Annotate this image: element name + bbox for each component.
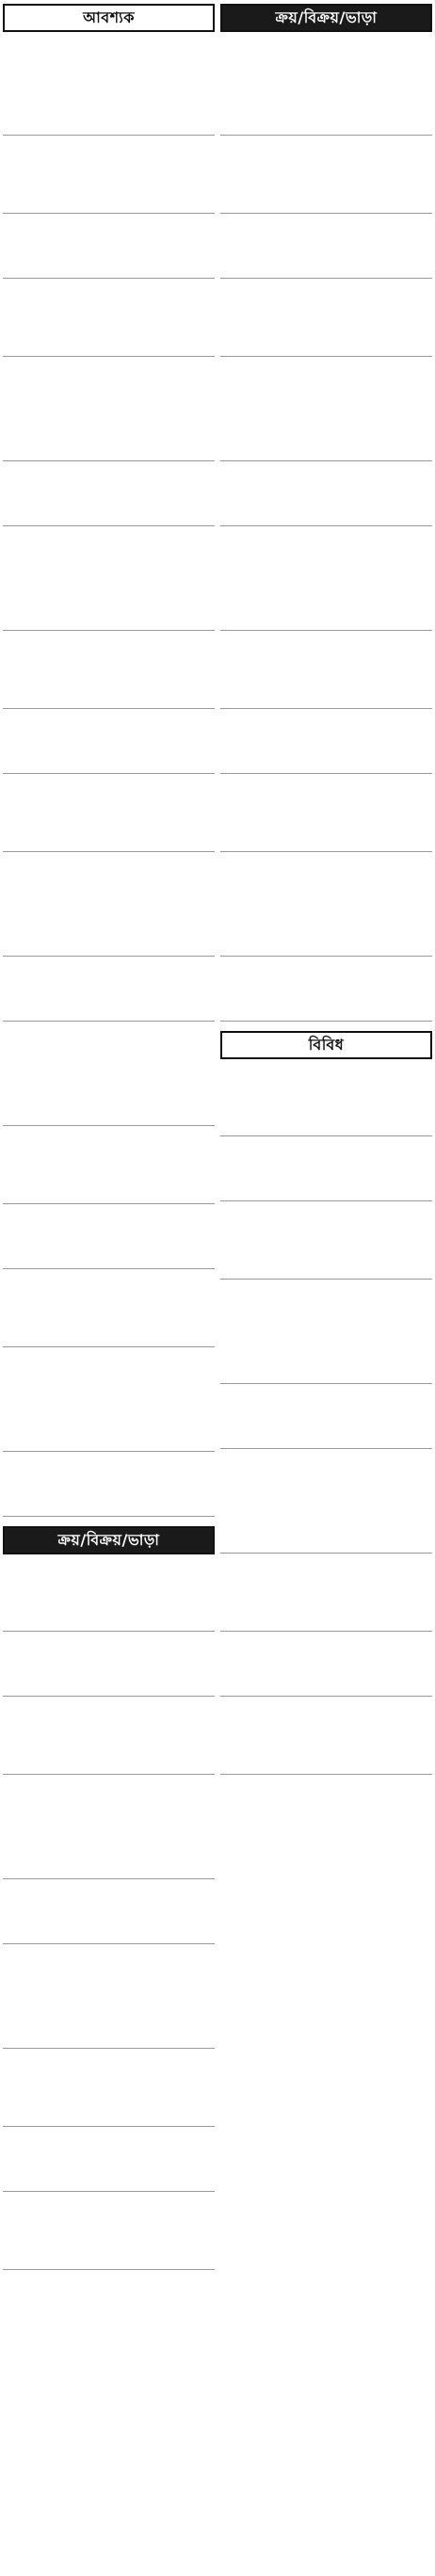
ad-text xyxy=(6,1705,212,1758)
ad-reference xyxy=(223,1616,429,1627)
left-column xyxy=(3,4,215,2576)
classified-ad xyxy=(3,859,215,957)
ad-reference xyxy=(223,341,429,352)
classified-ad xyxy=(3,533,215,631)
section-header: আবশ্যক xyxy=(3,4,215,32)
ad-text xyxy=(6,782,212,835)
ad-reference xyxy=(6,445,212,457)
ad-reference xyxy=(6,1759,212,1770)
ad-reference xyxy=(6,1331,212,1343)
classified-ad xyxy=(220,1456,432,1554)
classified-ad xyxy=(220,285,432,357)
ad-reference xyxy=(6,2111,212,2122)
classified-ad xyxy=(220,716,432,774)
classified-ad xyxy=(220,38,432,136)
ad-reference xyxy=(223,693,429,704)
ad-text xyxy=(6,1640,212,1680)
ad-reference xyxy=(223,120,429,131)
ad-reference xyxy=(6,615,212,626)
ad-reference xyxy=(223,615,429,626)
ad-reference xyxy=(223,445,429,457)
ad-reference xyxy=(6,2254,212,2265)
classified-ad xyxy=(3,1560,215,1632)
classified-ad xyxy=(3,220,215,279)
ad-text xyxy=(223,535,429,614)
ad-reference xyxy=(223,198,429,209)
ad-list xyxy=(3,38,215,1517)
ad-text xyxy=(6,1135,212,1187)
section-spacer xyxy=(3,1517,215,1526)
ad-text xyxy=(223,470,429,509)
ad-reference xyxy=(6,1501,212,1512)
classified-ad xyxy=(3,468,215,526)
ad-text xyxy=(6,1953,212,2032)
ad-text xyxy=(6,639,212,692)
classified-ad xyxy=(3,716,215,774)
ad-text xyxy=(6,144,212,197)
classified-ad xyxy=(3,1276,215,1347)
ad-text xyxy=(6,365,212,444)
classified-ad xyxy=(3,1211,215,1269)
ad-reference xyxy=(6,341,212,352)
classified-ad xyxy=(3,637,215,709)
ad-text xyxy=(223,782,429,835)
classified-ad xyxy=(3,963,215,1022)
ad-text xyxy=(6,1562,212,1615)
classified-ad xyxy=(220,1208,432,1280)
right-column xyxy=(220,4,432,2576)
ad-text xyxy=(6,1783,212,1862)
classified-ad xyxy=(3,363,215,461)
classified-ad xyxy=(3,1458,215,1517)
ad-text xyxy=(6,1356,212,1435)
classified-ad xyxy=(3,781,215,852)
ad-list xyxy=(220,38,432,1022)
ad-text xyxy=(6,1460,212,1500)
classified-ad xyxy=(3,1638,215,1697)
ad-reference xyxy=(6,2176,212,2187)
ad-text xyxy=(223,717,429,757)
ad-list xyxy=(220,1065,432,1775)
ad-reference xyxy=(223,836,429,847)
ad-text xyxy=(223,1640,429,1680)
classified-ad xyxy=(3,1951,215,2049)
ad-text xyxy=(223,222,429,262)
ad-reference xyxy=(6,1188,212,1199)
ad-text xyxy=(6,1888,212,1927)
ad-text xyxy=(6,222,212,262)
ad-text xyxy=(223,1705,429,1758)
classified-ad xyxy=(3,1133,215,1204)
classified-ad xyxy=(220,1065,432,1136)
ad-text xyxy=(223,1562,429,1615)
section-spacer xyxy=(220,1022,432,1031)
ad-text xyxy=(223,1210,429,1263)
ad-text xyxy=(223,365,429,444)
ad-text xyxy=(6,535,212,614)
classified-ad xyxy=(220,1703,432,1775)
classified-ad xyxy=(220,1286,432,1384)
classified-ad xyxy=(220,533,432,631)
ad-reference xyxy=(6,1928,212,1940)
ad-reference xyxy=(223,1759,429,1770)
classified-ad xyxy=(220,1638,432,1697)
ad-reference xyxy=(223,1538,429,1549)
classified-ad xyxy=(3,1028,215,1126)
ad-reference xyxy=(6,1681,212,1692)
ad-reference xyxy=(223,1120,429,1132)
ad-text xyxy=(223,861,429,940)
ad-text xyxy=(223,1145,429,1184)
classified-ad xyxy=(220,781,432,852)
ad-text xyxy=(6,1213,212,1252)
classified-ad xyxy=(220,963,432,1022)
ad-reference xyxy=(6,1253,212,1264)
ad-text xyxy=(6,2135,212,2175)
ad-text xyxy=(6,965,212,1005)
classified-ad xyxy=(220,142,432,214)
ad-reference xyxy=(223,941,429,952)
section-header: ক্রয়/বিক্রয়/ভাড়া xyxy=(220,4,432,32)
classified-ad xyxy=(3,2133,215,2192)
ad-reference xyxy=(223,263,429,274)
ad-reference xyxy=(6,1616,212,1627)
ad-text xyxy=(223,1288,429,1367)
ad-reference xyxy=(6,1006,212,1017)
classified-ad xyxy=(3,285,215,357)
ad-text xyxy=(223,40,429,119)
ad-reference xyxy=(223,1368,429,1379)
classified-ad xyxy=(220,468,432,526)
classified-ad xyxy=(220,1391,432,1449)
ad-text xyxy=(223,144,429,197)
ad-reference xyxy=(223,1433,429,1444)
ad-text xyxy=(6,2200,212,2253)
ad-reference xyxy=(6,1863,212,1875)
ad-reference xyxy=(6,693,212,704)
ad-text xyxy=(223,1457,429,1537)
classified-ad xyxy=(3,1781,215,1879)
ad-reference xyxy=(6,2033,212,2044)
ad-reference xyxy=(6,836,212,847)
classified-ad xyxy=(220,1560,432,1632)
ad-reference xyxy=(223,1681,429,1692)
ad-reference xyxy=(6,758,212,769)
ad-reference xyxy=(223,1264,429,1275)
ad-reference xyxy=(6,510,212,522)
ad-reference xyxy=(223,1006,429,1017)
ad-text xyxy=(6,1278,212,1330)
classified-ad xyxy=(3,1703,215,1775)
ad-reference xyxy=(223,1185,429,1197)
ad-reference xyxy=(6,120,212,131)
ad-reference xyxy=(6,1110,212,1121)
classified-ad xyxy=(220,1143,432,1201)
classified-ad xyxy=(220,220,432,279)
ad-reference xyxy=(6,1436,212,1447)
ad-text xyxy=(6,717,212,757)
section-header: বিবিধ xyxy=(220,1031,432,1059)
ad-text xyxy=(6,2057,212,2110)
section-header: ক্রয়/বিক্রয়/ভাড়া xyxy=(3,1526,215,1554)
ad-text xyxy=(6,861,212,940)
classified-ad xyxy=(220,363,432,461)
ad-text xyxy=(6,287,212,340)
classified-ad xyxy=(3,1886,215,1944)
classified-ad xyxy=(3,142,215,214)
ad-reference xyxy=(6,198,212,209)
classified-ad xyxy=(3,1354,215,1452)
ad-text xyxy=(6,40,212,119)
ad-reference xyxy=(223,510,429,522)
ad-text xyxy=(223,965,429,1005)
classified-ad xyxy=(3,2198,215,2270)
ad-text xyxy=(6,470,212,509)
ad-text xyxy=(6,1030,212,1109)
ad-text xyxy=(223,639,429,692)
classified-ad xyxy=(3,38,215,136)
classified-ad xyxy=(3,2055,215,2127)
ad-reference xyxy=(6,941,212,952)
ad-text xyxy=(223,287,429,340)
ad-text xyxy=(223,1067,429,1119)
ad-reference xyxy=(223,758,429,769)
ad-list xyxy=(3,1560,215,2270)
classified-ad xyxy=(220,637,432,709)
ad-text xyxy=(223,1393,429,1432)
ad-reference xyxy=(6,263,212,274)
classified-ad xyxy=(220,859,432,957)
